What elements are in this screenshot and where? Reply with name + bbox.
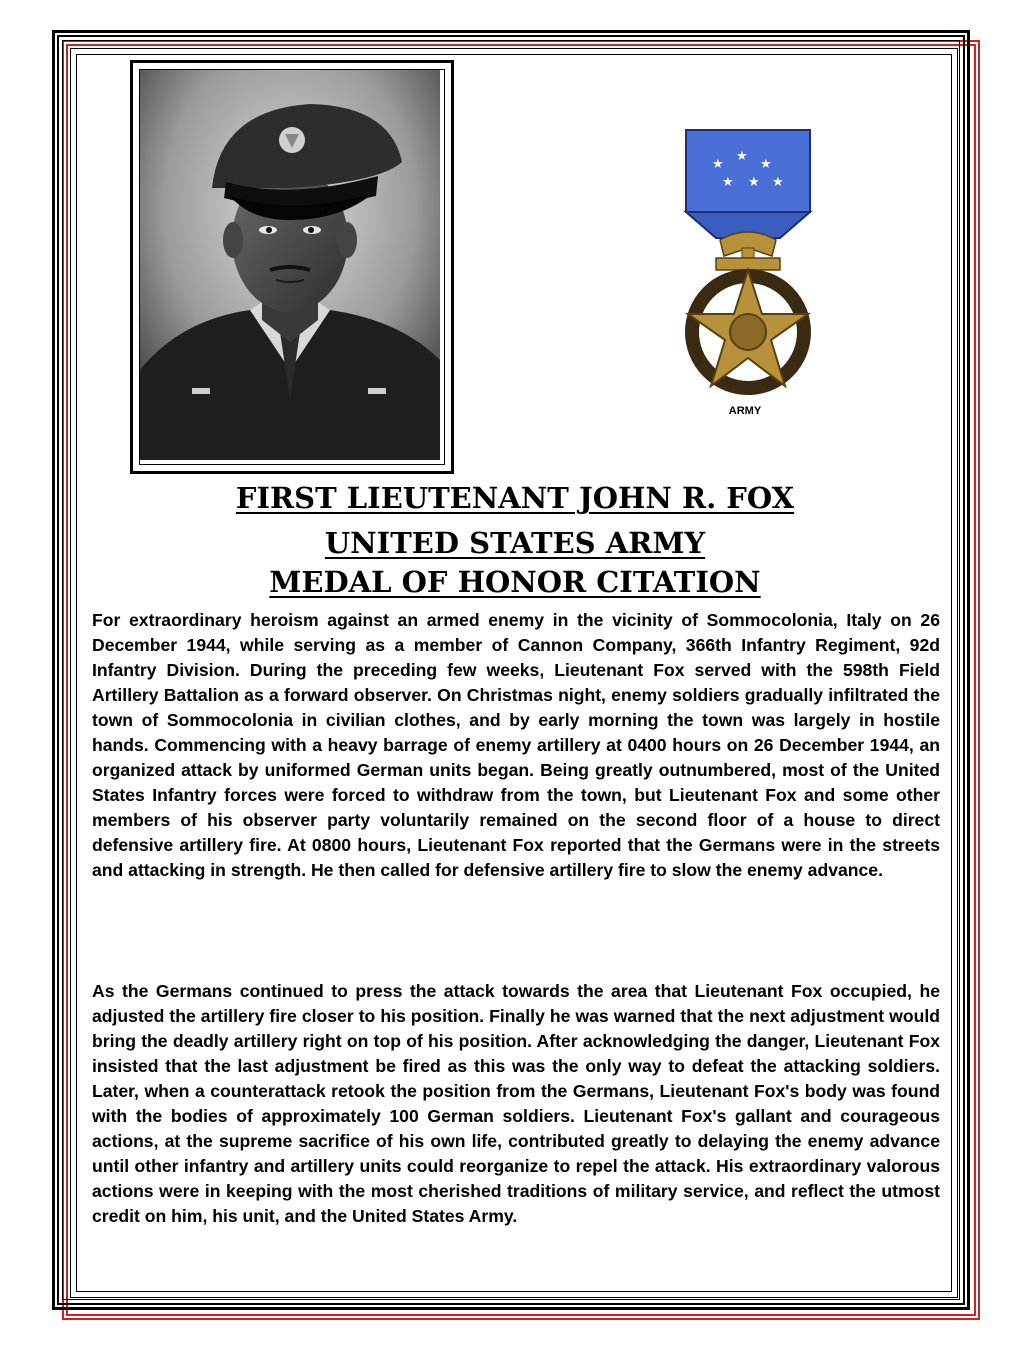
svg-text:★: ★ [712, 157, 724, 172]
svg-text:★: ★ [772, 175, 784, 190]
svg-text:★: ★ [736, 149, 748, 164]
medal-caption: ARMY [728, 405, 762, 417]
portrait-illustration [140, 70, 440, 460]
citation-paragraph-2: As the Germans continued to press the attack towards the area that Lieutenant Fox occupied, he adjusted the artillery fire closer to his position. Finally he was warned that the next adjustment would bring the deadly artillery right on top of his position. After acknowledging the danger, Lieutenant Fox insisted that the last adjustment be fired as this was the only way to defeat the attacking soldiers. Later, when a counterattack retook the position from the Germans, Lieutenant Fox's body was found with the bodies of approximately 100 German soldiers. Lieutenant Fox's gallant and courageous actions, at the supreme sacrifice of his own life, contributed greatly to delaying the enemy advance until other infantry and artillery units could reorganize to repel the attack. His extraordinary valorous actions were in keeping with the most cherished traditions of military service, and reflect the utmost credit on him, his unit, and the United States Army. [92, 981, 940, 1226]
heading-branch: UNITED STATES ARMY [324, 526, 706, 560]
portrait-photo-frame [130, 60, 454, 474]
svg-text:★: ★ [760, 157, 772, 172]
svg-text:★: ★ [748, 175, 760, 190]
heading-name: FIRST LIEUTENANT JOHN R. FOX [235, 481, 795, 515]
citation-paragraph-1: For extraordinary heroism against an armed enemy in the vicinity of Sommocolonia, Italy on 26 December 1944, while serving as a member of Cannon Company, 366th Infantry Regiment, 92d Infantry Division. During the preceding few weeks, Lieutenant Fox served with the 598th Field Artillery Battalion as a forward observer. On Christmas night, enemy soldiers gradually infiltrated the town of Sommocolonia in civilian clothes, and by early morning the town was largely in hostile hands. Commencing with a heavy barrage of enemy artillery at 0400 hours on 26 December 1944, an organized attack by uniformed German units began. Being greatly outnumbered, most of the United States Infantry forces were forced to withdraw from the town, but Lieutenant Fox and some other members of his observer party voluntarily remained on the second floor of a house to direct defensive artillery fire. At 0800 hours, Lieutenant Fox reported that the Germans were in the streets and attacking in strength. He then called for defensive artillery fire to slow the enemy advance. [92, 610, 940, 880]
svg-text:★: ★ [722, 175, 734, 190]
medal-of-honor-image [676, 128, 820, 400]
medal-ribbon [686, 130, 810, 212]
portrait-photo [139, 69, 445, 465]
heading-citation: MEDAL OF HONOR CITATION [269, 565, 761, 599]
